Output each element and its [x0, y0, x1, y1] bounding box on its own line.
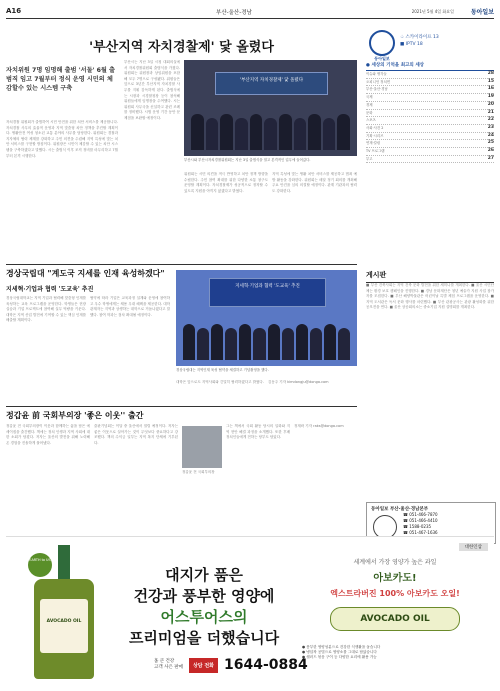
- list-header: ● 세상의 기억을 최고의 세상: [366, 62, 494, 71]
- list-item-label: 부산·울산·경남: [366, 87, 388, 92]
- phone-small-line: 고객 사은 판매: [154, 665, 183, 670]
- bureau-phone: ☎ 051-467-1636: [403, 530, 438, 535]
- bureau-phone: ☎ 051-466-7870: [403, 512, 438, 517]
- contents-list: [366, 62, 494, 163]
- article-column: 위원회는 시민 의견을 적극 반영하고 치안 정책 방향을 수립한다. 주민 참여 확대를 위한 다양한 소통 창구도 운영할 계획이다. 자치경찰제가 성공적으로 정착할 수 있도록 지원을 아끼지 않겠다고 밝혔다.: [184, 172, 268, 193]
- ad-copy-line: 세계에서 가장 영양가 높은 과일: [353, 559, 437, 566]
- article-column: 경상국립대학교는 지역 기업과 협력해 맞춤형 인재를 육성하는 교육 프로그램을 운영한다. 학생들은 현장 실습과 기업 프로젝트에 참여해 실무 역량을 키운다. 대학은 지역 산업 발전에 기여할 수 있는 핵심 인재를 배출할 계획이다.: [6, 296, 86, 323]
- list-item[interactable]: [366, 125, 494, 133]
- article-column: 부산시는 지난 3일 시청 대회의실에서 자치경찰위원회 출범식을 가졌다. 위원회는 위원장과 상임위원을 포함해 모두 7명으로 구성됐다. 위원들은 앞으로 3년간 부산지역 자치경찰 사무를 지휘 감독하게 된다. 출범식에는 시장과 시경찰청장 등이 참석해 위원들에게 임명장을 수여했다. 시는 위원회 사무국을 신설하고 관련 조례를 정비했다. 시범 운영 기간 동안 문제점을 보완할 예정이다.: [124, 60, 180, 120]
- story2-subtitle: 지세혁·기업과 협력 '도교육' 추진: [6, 286, 94, 293]
- product-pill: AVOCADO OIL: [330, 607, 460, 631]
- list-item-label: 스포츠: [366, 118, 376, 123]
- ad-benefits-list: ● 풍부한 영양성분으로 건강한 식생활을 돕습니다 ● 냉압착 공법으로 영양소를 그대로 담았습니다 ● 샐러드 볶음 구이 등 다양한 요리에 활용 가능: [302, 645, 381, 659]
- list-item-page: 16: [487, 86, 494, 92]
- list-item-page: 19: [487, 94, 494, 100]
- bureau-phone: ☎ 1588-0235: [403, 524, 432, 529]
- page-header: [6, 6, 494, 19]
- bottle-neck: [58, 545, 70, 579]
- oil-bottle-image: [24, 545, 104, 679]
- meta-line: ■ IPTV 18: [400, 42, 423, 47]
- list-item-label: 사회·사건 2: [366, 125, 384, 130]
- list-item-label: 부고: [366, 156, 373, 161]
- brand-logo: 동아일보: [470, 9, 494, 16]
- story3-title: 정갑윤 前 국회부의장 '좋은 이웃'' 출간: [6, 410, 144, 420]
- ad-copy-line: 아보카도!: [373, 573, 417, 584]
- list-item[interactable]: [366, 148, 494, 156]
- notice-title: 게시판: [366, 270, 494, 283]
- ad-copy-line: 엑스트라버진 100% 아보카도 오일!: [330, 589, 460, 598]
- list-item[interactable]: [366, 71, 494, 79]
- channel-a-icon: [369, 30, 395, 56]
- list-item-label: 연재·칼럼: [366, 141, 381, 146]
- list-item[interactable]: [366, 79, 494, 87]
- phone-tag: 상담 전화: [189, 658, 218, 673]
- phone-number[interactable]: 1644-0884: [224, 657, 308, 673]
- banner-text: '부산지역 자치경찰제' 닻 올렸다: [239, 77, 304, 83]
- list-item[interactable]: [366, 133, 494, 141]
- page-number: A16: [6, 7, 22, 15]
- article-column: 대학은 앞으로도 지역사회와 긴밀히 협력하겠다고 밝혔다.: [176, 380, 264, 384]
- article-column: 정갑윤 전 국회부의장이 이웃과 함께하는 삶을 담은 에세이집을 출간했다. 책에는 정치 인생과 지역 사회에 대한 소회가 담겼다. 저자는 울산의 발전을 위해 노력해 온 경험을 진솔하게 풀어냈다.: [6, 424, 90, 445]
- list-item-page: 26: [487, 148, 494, 154]
- event-banner: [215, 72, 328, 95]
- list-item-label: 경제: [366, 102, 373, 107]
- advertiser-label: 대한인삼: [459, 543, 488, 551]
- list-item-label: 이슈와 생각들: [366, 72, 387, 76]
- list-item-label: 문화: [366, 110, 373, 115]
- list-item-page: 22: [487, 117, 494, 123]
- list-item-page: 25: [487, 140, 494, 146]
- article-column: 협약에 따라 기업은 교육과정 설계와 운영에 참여하고 우수 학생에게는 채용 우대 혜택을 제공한다. 대학 관계자는 지역과 상생하는 대학으로 거듭나겠다고 말했다. 참여 학과는 점차 확대될 예정이다.: [90, 296, 170, 317]
- list-item[interactable]: [366, 86, 494, 94]
- meta-line: ♤ 스카이라이프 13: [400, 35, 439, 40]
- event-banner: [209, 278, 327, 307]
- article-column: 김동주 기자 kimdongju@donga.com: [268, 380, 329, 384]
- channel-logo-text: 동아일보: [374, 56, 390, 61]
- author-portrait: [182, 426, 222, 468]
- ad-headline: [114, 565, 294, 649]
- main-subhead: 자치위원 7명 임명해 출범 '서둘' 6월 출범직 임고 7월부터 정식 운영 시민의 체감할수 있는 시스템 구축: [6, 67, 116, 92]
- channel-meta: [400, 34, 439, 48]
- photo-caption: 부산시와 부산시자치경찰위원회는 지난 3일 출범식을 열고 본격적인 업무에 들어갔다.: [184, 158, 311, 162]
- photo-caption: 경상국립대는 지역인재 육성 협약을 체결하고 기념촬영을 했다.: [176, 368, 269, 372]
- banner-text: 지세혁·기업과 협력 '도교육' 추진: [235, 283, 300, 289]
- group-of-people: [183, 320, 350, 360]
- headline-line: 건강과 풍부한 영양에: [133, 587, 275, 605]
- earth-to-us-badge-icon: EARTH to US: [28, 553, 52, 577]
- list-item[interactable]: [366, 94, 494, 102]
- article-column: 정갑윤 전 국회부의장: [182, 470, 215, 474]
- channel-logo: [368, 30, 396, 66]
- list-item-label: 국제: [366, 95, 373, 100]
- section-divider: [6, 406, 357, 407]
- list-item-page: 15: [487, 78, 494, 84]
- headline-line: 어스투어스의: [160, 608, 248, 626]
- list-item[interactable]: [366, 117, 494, 125]
- bottle-label: [40, 599, 88, 653]
- avocado-oil-advertisement[interactable]: [6, 536, 494, 687]
- list-item[interactable]: [366, 102, 494, 110]
- bottle-label-text: AVOCADO OIL: [46, 619, 82, 624]
- list-item-page: 23: [487, 124, 494, 130]
- article-column: 정재락 기자 raks@donga.com: [294, 424, 344, 428]
- article-column: 지역 특성에 맞는 생활 치안 서비스를 제공하고 범죄 예방 활동을 강화한다. 위원회는 매달 정기 회의를 개최해 주요 안건을 심의 의결할 예정이다. 관계 기관과의 협력도 강화한다.: [272, 172, 357, 193]
- article-column: 자치경찰 위원회가 출범하여 시민 안전을 위한 치안 서비스를 제공합니다. 자치경찰 사무의 효율적 운영과 지역 맞춤형 치안 정책을 추진할 계획이다. 생활안전 여성 청소년 교통 분야의 사무를 담당한다. 위원회는 경찰과 지자체의 협력 체계를 강화하고 주민 의견을 수렴해 지역 특성에 맞는 치안 서비스를 구현할 방침이다. 위원장은 시민이 체감할 수 있는 치안 시스템을 구축하겠다고 말했다. 시는 출범식 이후 조직 정비를 마무리하고 7월부터 본격 시행한다.: [6, 120, 118, 158]
- event-photo: [184, 60, 357, 156]
- notice-body: ■ 부산 건축사회는 지역 건축 문화 발전을 위한 세미나를 개최한다. ■ 울산 시민단체는 환경 보호 캠페인을 진행한다. ■ 경남 문화재단은 청년 예술가 지원 사업 참가자를 모집한다. ■ 부산 해양박물관은 어린이날 특별 체험 프로그램을 운영한다. ■ 지역 도서관은 독서 문화 행사를 마련했다. ■ 부산 관광공사는 관광 활성화를 위한 공모전을 연다. ■ 울산 상공회의소는 중소기업 지원 설명회를 개최한다.: [366, 283, 494, 310]
- section-divider: [6, 264, 357, 265]
- list-item-label: TV 프로그램: [366, 149, 385, 154]
- list-item[interactable]: [366, 156, 494, 164]
- list-item[interactable]: [366, 110, 494, 118]
- list-item-page: 27: [487, 155, 494, 161]
- group-photo: [176, 270, 357, 366]
- ad-copy: [302, 557, 488, 631]
- list-item-page: 21: [487, 109, 494, 115]
- group-of-people: [191, 110, 350, 150]
- story2-title: 경상국립대 "계도국 지세를 인재 육성하겠다": [6, 268, 165, 278]
- section-name: 부산-울산-경남: [216, 10, 252, 16]
- headline-line: 대지가 품은: [165, 566, 243, 584]
- bottle-body: [34, 579, 94, 679]
- list-item-page: 28: [487, 71, 494, 76]
- list-item-page: 20: [487, 101, 494, 107]
- order-phone[interactable]: [154, 657, 308, 673]
- headline-line: 프리미엄을 더했습니다: [128, 629, 280, 647]
- list-item-page: 24: [487, 132, 494, 138]
- article-column: 출판기념회는 이달 중 울산에서 열릴 예정이다. 저자는 좋은 이웃으로 살아가는 것이 무엇보다 중요하다고 강조했다. 책의 수익금 일부는 지역 복지 단체에 기부된다.: [94, 424, 178, 445]
- list-item-label: 오피니언 정치면: [366, 79, 391, 84]
- date-line: 2021년 5월 4일 화요일: [411, 9, 454, 14]
- phone-small-text: [154, 659, 183, 671]
- bureau-phone: ☎ 051-466-4410: [403, 518, 438, 523]
- list-item-label: 기획·시리즈: [366, 133, 384, 138]
- phone-small-line: 홈 큰 건강: [154, 659, 175, 664]
- main-headline: '부산지역 자치경찰제' 닻 올렸다: [89, 40, 274, 55]
- list-item[interactable]: [366, 140, 494, 148]
- notice-board: [366, 270, 494, 493]
- article-column: 그는 책에서 국회 활동 당시의 일화와 지역 현안 해결 과정을 소개했다. 또한 후배 정치인들에게 전하는 당부도 담았다.: [226, 424, 290, 440]
- bureau-title: 동아일보 부산·울산·경남본부: [371, 507, 429, 512]
